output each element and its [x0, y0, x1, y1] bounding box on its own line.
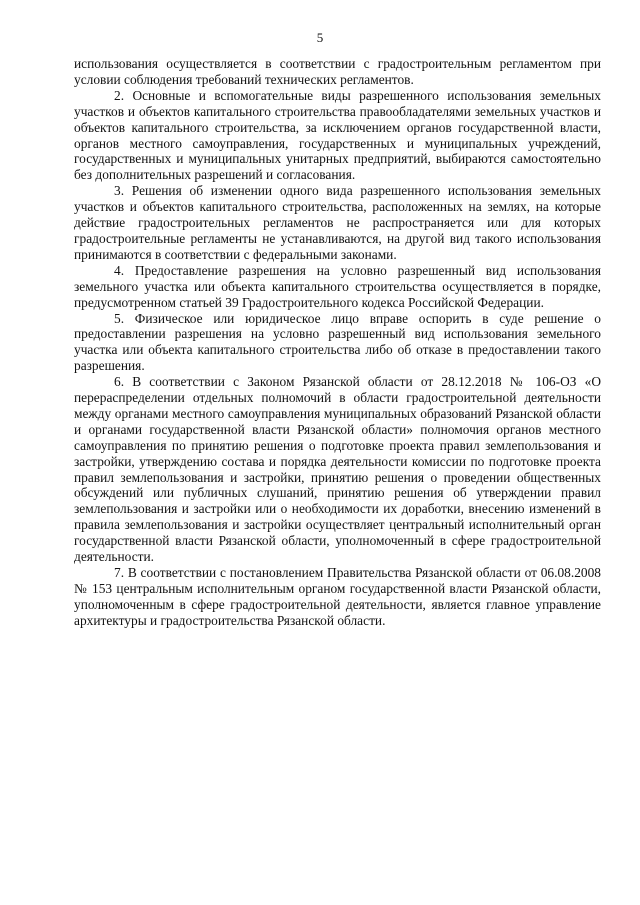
document-body — [74, 56, 601, 629]
paragraph-7: 7. В соответствии с постановлением Правительства Рязанской области от 06.08.2008 № 153 центральным исполнительным органом государственной власти Рязанской области, уполномоченным в сфере градостроительной деятельности, является главное управление архитектуры и градостроительства Рязанской области. — [74, 565, 601, 628]
page-number: 5 — [316, 30, 324, 45]
paragraph-continuation: использования осуществляется в соответствии с градостроительным регламентом при условии соблюдения требований технических регламентов. — [74, 56, 601, 87]
paragraph-3: 3. Решения об изменении одного вида разрешенного использования земельных участков и объектов капитального строительства, расположенных на землях, на которые действие градостроительных регламентов не распространяется или для которых градостроительные регламенты не устанавливаются, на другой вид такого использования принимаются в соответствии с федеральными законами. — [74, 183, 601, 262]
paragraph-6: 6. В соответствии с Законом Рязанской области от 28.12.2018 № 106-ОЗ «О перераспределении отдельных полномочий в области градостроительной деятельности между органами местного самоуправления муниципальных образований Рязанской области и органами государственной власти Рязанской области» полномочия органов местного самоуправления по принятию решения о подготовке проекта правил землепользования и застройки, утверждению состава и порядка деятельности комиссии по подготовке проекта правил землепользования и застройки, принятию решения о проведении общественных обсуждений или публичных слушаний, принятию решения об утверждении правил землепользования и застройки или о необходимости их доработки, внесению изменений в правила землепользования и застройки осуществляет центральный исполнительный орган государственной власти Рязанской области, уполномоченный в сфере градостроительной деятельности. — [74, 374, 601, 565]
paragraph-5: 5. Физическое или юридическое лицо вправе оспорить в суде решение о предоставлении разрешения на условно разрешенный вид использования земельного участка или объекта капитального строительства либо об отказе в предоставлении такого разрешения. — [74, 310, 601, 374]
paragraph-2: 2. Основные и вспомогательные виды разрешенного использования земельных участков и объектов капитального строительства правообладателями земельных участков и объектов капитального строительства, за исключением органов государственной власти, органов местного самоуправления, государственных и муниципальных учреждений, государственных и муниципальных унитарных предприятий, выбираются самостоятельно без дополнительных разрешений и согласования. — [74, 87, 601, 183]
paragraph-4: 4. Предоставление разрешения на условно разрешенный вид использования земельного участка или объекта капитального строительства осуществляется в порядке, предусмотренном статьей 39 Градостроительного кодекса Российской Федерации. — [74, 262, 601, 310]
